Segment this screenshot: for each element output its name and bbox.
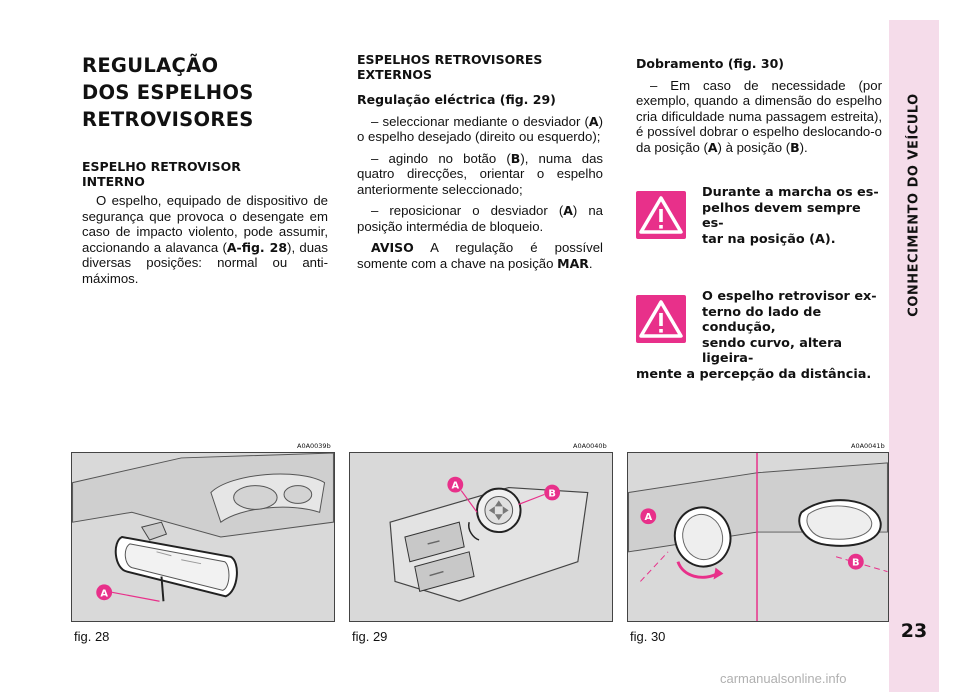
main-title-line: RETROVISORES xyxy=(82,108,254,131)
figure-reference: (fig. 30) xyxy=(727,56,784,71)
notice-label: AVISO xyxy=(371,240,414,255)
callout-label: B xyxy=(852,557,860,569)
text: ). xyxy=(799,139,808,155)
key-letter: A xyxy=(563,203,573,218)
text: O espelho, equipado de dispositivo de segurança que provoca o desengate em caso de impacto violento, pode assumir, accionando a alavanca ( xyxy=(82,193,328,255)
section-heading xyxy=(357,52,603,82)
key-letter: B xyxy=(510,150,521,166)
text: Regulação eléctrica xyxy=(357,92,496,107)
main-title xyxy=(82,52,328,133)
section-title: CONHECIMENTO DO VEÍCULO xyxy=(906,93,922,317)
paragraph xyxy=(82,193,328,286)
paragraph xyxy=(636,78,882,156)
main-title-line: DOS ESPELHOS xyxy=(82,81,254,104)
text: – seleccionar mediante o desviador ( xyxy=(371,113,589,129)
text: ) na posição intermédia de bloqueio. xyxy=(357,203,603,234)
subsection-heading xyxy=(636,56,882,72)
page-number: 23 xyxy=(900,620,928,642)
callout-label: A xyxy=(644,512,653,524)
section-heading-line: INTERNO xyxy=(82,174,145,189)
figure-reference: (fig. 29) xyxy=(499,92,556,107)
section-heading-line: ESPELHOS RETROVISORES xyxy=(357,52,543,67)
column-1 xyxy=(82,52,328,292)
interior-mirror-illustration xyxy=(72,453,334,621)
section-heading xyxy=(82,159,328,189)
callout-label: B xyxy=(548,488,556,500)
warning-line: sendo curvo, altera ligeira- xyxy=(702,335,843,366)
callout-label: A xyxy=(451,480,460,492)
warning-line: O espelho retrovisor ex- xyxy=(702,289,877,304)
text: – agindo no botão ( xyxy=(371,150,511,166)
figure-code: A0A0039b xyxy=(297,442,331,450)
warning-box xyxy=(636,185,882,247)
figure-30-folding xyxy=(627,452,889,622)
key-letter: B xyxy=(790,139,800,155)
warning-line: terno do lado de condução, xyxy=(702,304,822,335)
warning-line: mente a percepção da distância. xyxy=(636,366,872,382)
text: Dobramento xyxy=(636,56,724,71)
warning-line: pelhos devem sempre es- xyxy=(702,200,861,231)
warning-triangle-icon xyxy=(636,191,686,239)
figure-code: A0A0040b xyxy=(573,442,607,450)
sidebar xyxy=(889,20,939,692)
key-position: MAR xyxy=(557,255,589,271)
text: ) o espelho desejado (direito ou esquerdo); xyxy=(357,113,603,144)
warning-line: Durante a marcha os es- xyxy=(702,185,879,200)
list-item xyxy=(357,151,603,198)
notice-paragraph xyxy=(357,240,603,271)
list-item xyxy=(357,203,603,234)
figure-code: A0A0041b xyxy=(851,442,885,450)
watermark: carmanualsonline.info xyxy=(720,671,847,686)
figure-28-interior-mirror xyxy=(71,452,335,622)
section-heading-line: EXTERNOS xyxy=(357,67,432,82)
figure-caption: fig. 29 xyxy=(352,629,388,644)
main-title-line: REGULAÇÃO xyxy=(82,54,219,77)
mirror-folding-illustration xyxy=(628,453,888,621)
column-2 xyxy=(357,52,603,277)
figure-29-electric-adjust xyxy=(349,452,613,622)
figure-reference: A-fig. 28 xyxy=(226,239,288,255)
text: ), numa das quatro direcções, orientar o espelho anteriormente seleccionado; xyxy=(357,150,604,197)
key-letter: A xyxy=(707,139,718,155)
section-heading-line: ESPELHO RETROVISOR xyxy=(82,159,241,174)
text: ) à posição ( xyxy=(717,139,791,155)
callout-label: A xyxy=(100,588,109,600)
warning-line: tar na posição (A). xyxy=(702,231,836,247)
text: – reposicionar o desviador ( xyxy=(371,203,564,218)
column-3 xyxy=(636,52,882,382)
warning-triangle-icon xyxy=(636,295,686,343)
key-letter: A xyxy=(588,113,599,129)
text: . xyxy=(588,255,593,271)
figure-caption: fig. 28 xyxy=(74,629,110,644)
subsection-heading xyxy=(357,92,603,108)
text: ), duas diversas posições: normal ou anti-máximos. xyxy=(82,239,328,286)
section-title-vertical xyxy=(889,75,939,335)
list-item xyxy=(357,114,603,145)
text: – Em caso de necessidade (por exemplo, quando a dimensão do espelho cria dificuldade numa passagem estreita), é possível dobrar o espelho deslocando-o da posição ( xyxy=(636,77,882,155)
figure-caption: fig. 30 xyxy=(630,629,666,644)
mirror-control-panel-illustration xyxy=(350,453,612,621)
warning-box xyxy=(636,289,882,382)
text: A regulação é possível somente com a chave na posição xyxy=(357,240,603,271)
